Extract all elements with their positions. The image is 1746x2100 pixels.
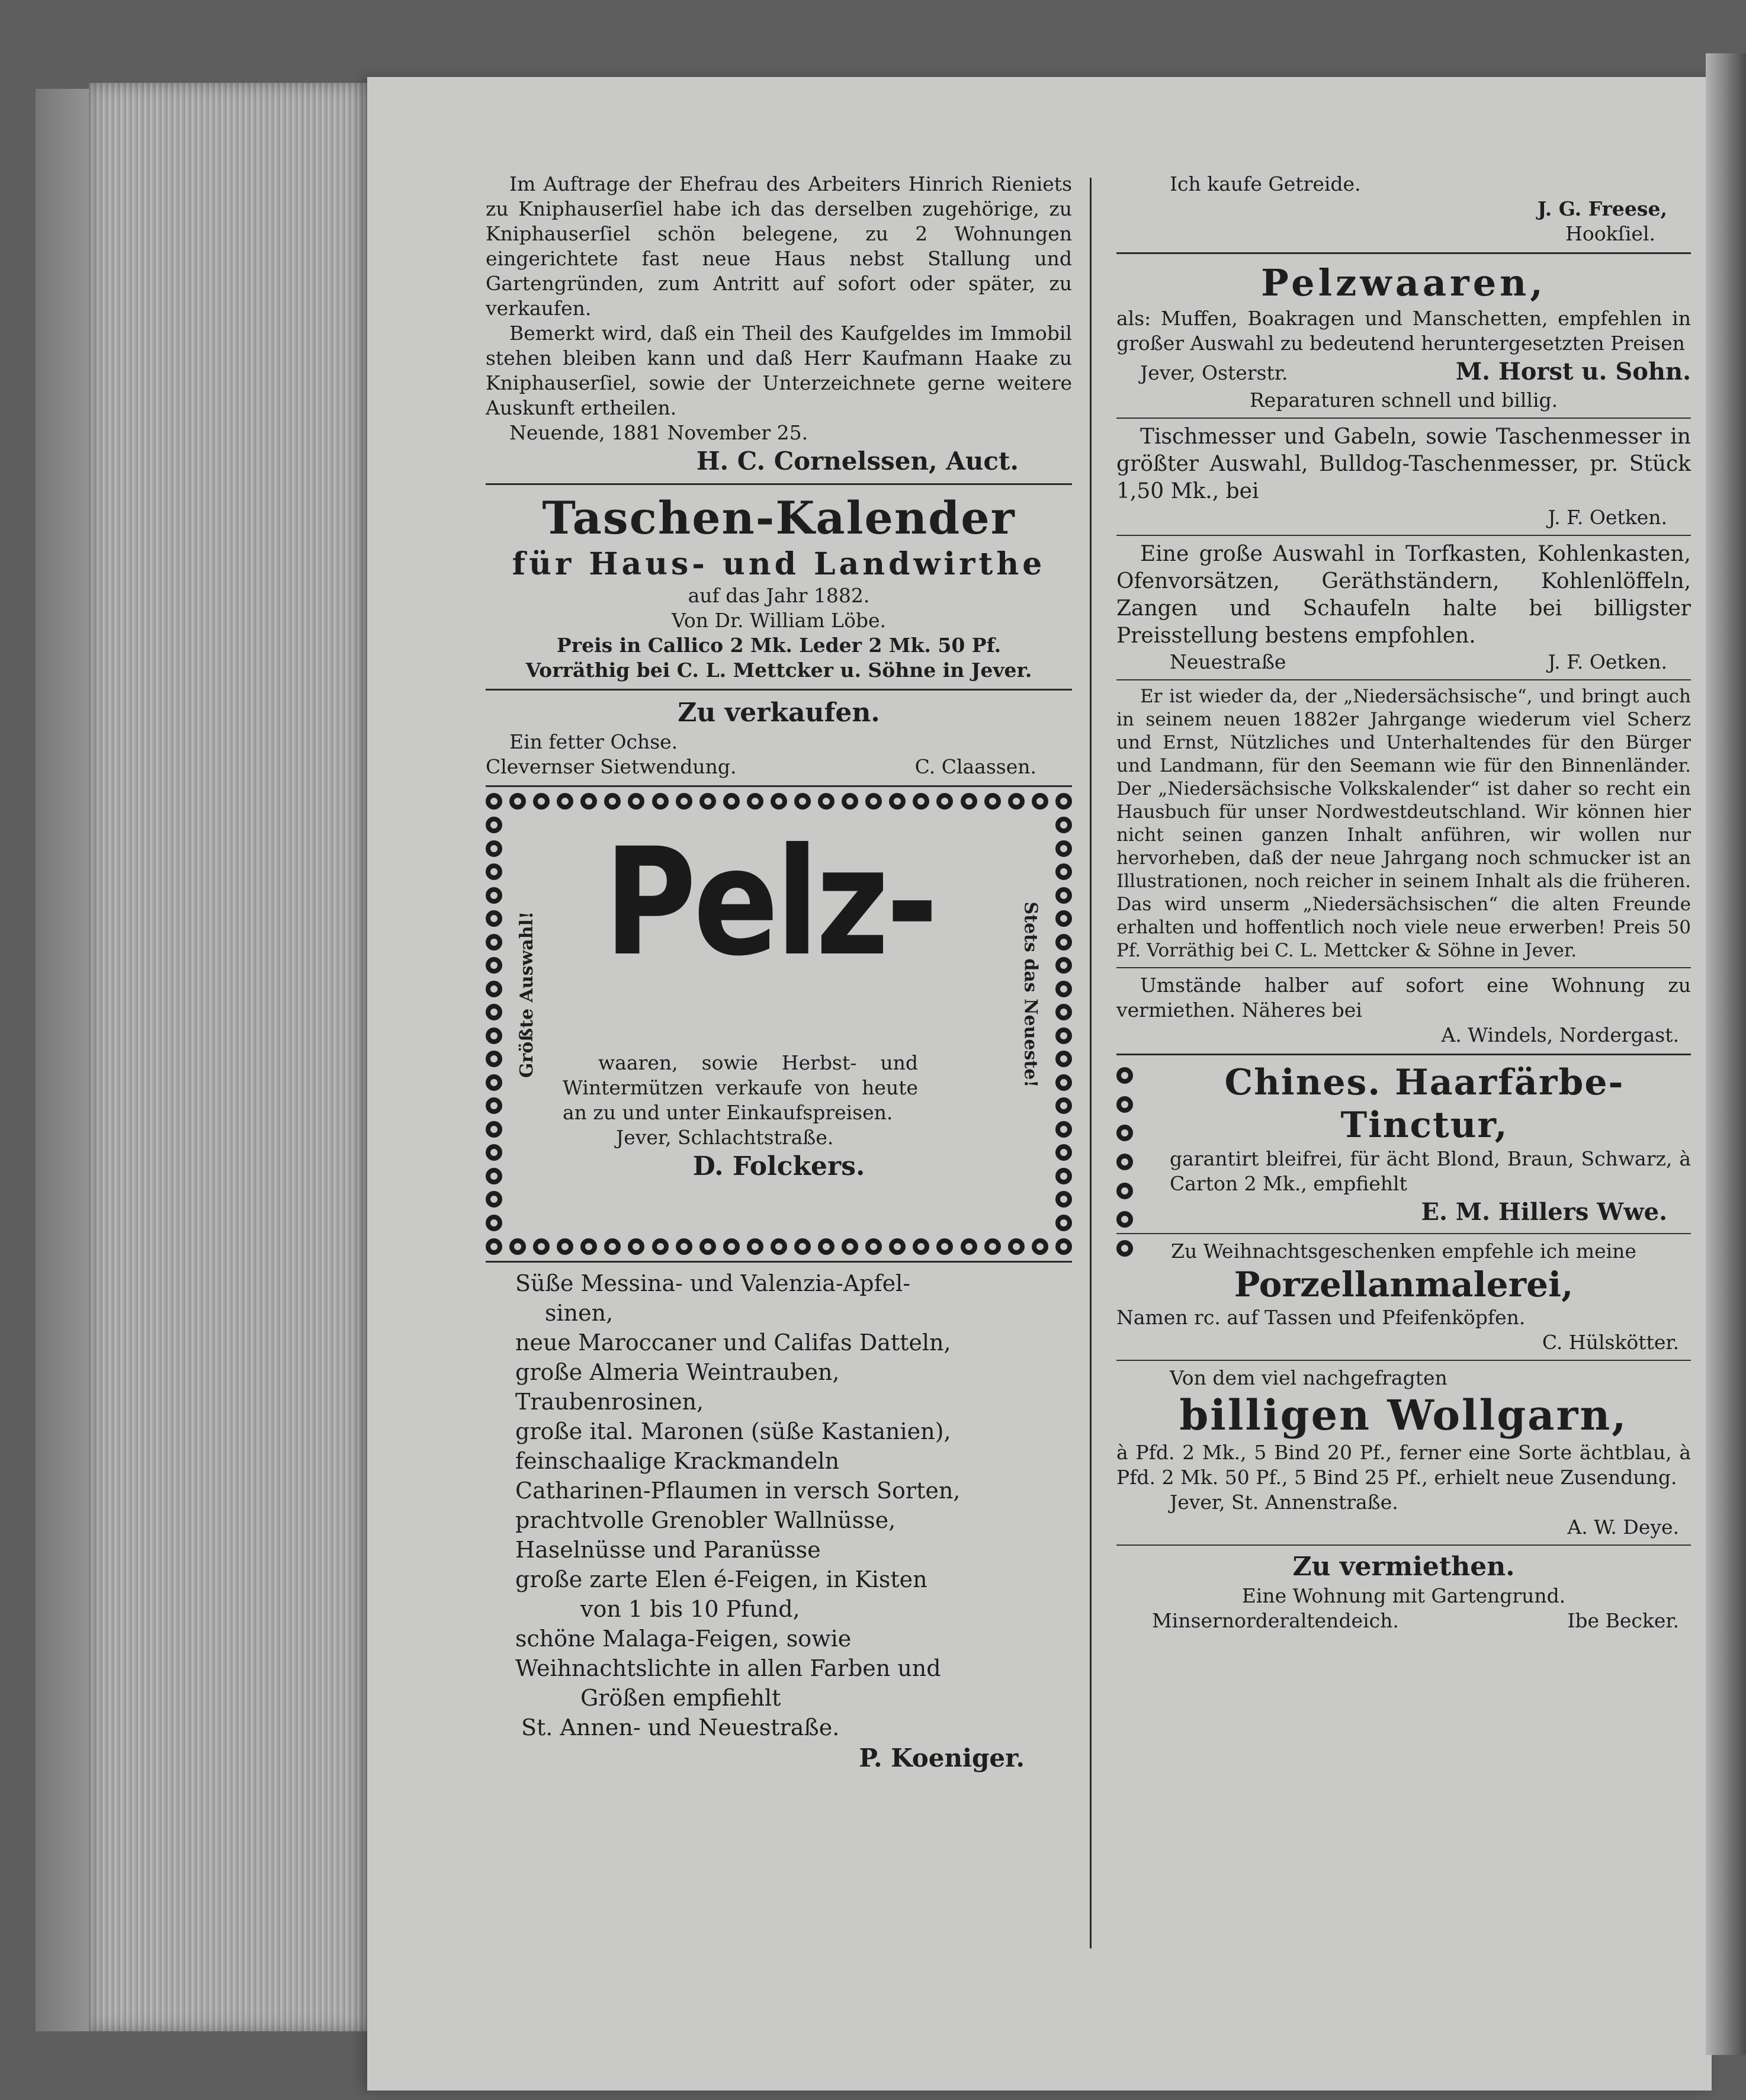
separator bbox=[1116, 967, 1691, 968]
haus-ad-paragraph-2: Bemerkt wird, daß ein Theil des Kaufgeldes im Immobil stehen bleiben kann und daß Herr Kaufmann Haake zu Kniphauserſiel, sowie der Unterzeichnete gerne weitere Auskunft ertheilen. bbox=[486, 322, 1072, 419]
ring-ornament bbox=[1055, 887, 1072, 904]
fruit-line: prachtvolle Grenobler Wallnüsse, bbox=[515, 1507, 896, 1533]
ring-ornament bbox=[889, 1238, 906, 1255]
ring-ornament bbox=[913, 1238, 929, 1255]
ring-ornament bbox=[1055, 817, 1072, 833]
ring-ornament bbox=[486, 1121, 502, 1138]
ring-ornament bbox=[1055, 863, 1072, 880]
torf-place: Neuestraße bbox=[1170, 650, 1286, 673]
ring-ornament bbox=[628, 793, 644, 810]
separator bbox=[1116, 679, 1691, 680]
ring-ornament bbox=[771, 793, 787, 810]
wolle-title: billigen Wollgarn, bbox=[1179, 1391, 1628, 1440]
torf-ad bbox=[1116, 541, 1691, 675]
porzellan-ad bbox=[1116, 1239, 1691, 1355]
porzellan-intro: Zu Weihnachtsgeschenken empfehle ich meine bbox=[1171, 1240, 1636, 1263]
ring-ornament bbox=[486, 957, 502, 974]
pelz-right-vertical-label: Stets das Neueste! bbox=[1020, 901, 1041, 1087]
ring-ornament bbox=[1116, 1154, 1133, 1170]
separator bbox=[1116, 535, 1691, 536]
ring-ornament bbox=[865, 793, 882, 810]
ring-ornament bbox=[1055, 793, 1072, 810]
wolle-intro: Von dem viel nachgefragten bbox=[1170, 1366, 1447, 1389]
haus-ad-signature: H. C. Cornelssen, Auct. bbox=[696, 447, 1019, 476]
ring-ornament bbox=[936, 793, 953, 810]
fruit-line: Größen empfiehlt bbox=[580, 1685, 781, 1711]
ring-ornament bbox=[771, 1238, 787, 1255]
wohnung-text: Umstände halber auf sofort eine Wohnung zu vermiethen. Näheres bei bbox=[1116, 974, 1691, 1022]
haus-ad-paragraph-1: Im Auftrage der Ehefrau des Arbeiters Hinrich Rieniets zu Kniphauserſiel habe ich das derselben zugehörige, zu Kniphauserſiel schön belegene, zu 2 Wohnungen eingerichtete fast neue Haus nebst Stallung und Gartengründen, zum Antritt auf sofort oder später, zu verkaufen. bbox=[486, 172, 1072, 320]
haarfaerbe-title-1: Chines. Haarfärbe- bbox=[1224, 1062, 1625, 1103]
ring-ornament bbox=[533, 1238, 550, 1255]
fruit-line: Weihnachtslichte in allen Farben und bbox=[515, 1655, 941, 1681]
haarfaerbe-title-2: Tinctur, bbox=[1340, 1104, 1509, 1146]
ochse-title: Zu verkaufen. bbox=[678, 698, 880, 728]
fruit-line: sinen, bbox=[545, 1300, 614, 1326]
separator bbox=[486, 1261, 1072, 1263]
pelzwaaren-signature: M. Horst u. Sohn. bbox=[1455, 358, 1691, 386]
ring-ornament bbox=[486, 1191, 502, 1208]
kalender-price: Preis in Callico 2 Mk. Leder 2 Mk. 50 Pf. bbox=[556, 634, 1002, 657]
torf-text: Eine große Auswahl in Torfkasten, Kohlenkasten, Ofenvorsätzen, Geräthständern, Kohlenlöffeln, Zangen und Schaufeln halte bei billigster Preisstellung bestens empfohlen. bbox=[1116, 542, 1691, 648]
ring-ornament bbox=[1116, 1183, 1133, 1199]
ring-ornament bbox=[1055, 981, 1072, 997]
vermiethen-footer bbox=[1116, 1608, 1691, 1633]
ring-ornament bbox=[1055, 1191, 1072, 1208]
ring-ornament bbox=[604, 793, 621, 810]
getreide-text: Ich kaufe Getreide. bbox=[1170, 172, 1361, 195]
ring-ornament bbox=[1032, 1238, 1048, 1255]
ring-ornament bbox=[699, 1238, 716, 1255]
niedersachse-ad bbox=[1116, 685, 1691, 962]
ring-ornament bbox=[486, 1215, 502, 1231]
ring-ornament bbox=[699, 793, 716, 810]
porzellan-signature: C. Hülskötter. bbox=[1542, 1331, 1679, 1354]
haus-ad bbox=[486, 172, 1072, 477]
ring-ornament bbox=[604, 1238, 621, 1255]
pelzwaaren-footer bbox=[1116, 356, 1691, 388]
ring-ornament bbox=[486, 1027, 502, 1044]
ring-ornament bbox=[842, 1238, 858, 1255]
ring-ornament bbox=[486, 887, 502, 904]
separator bbox=[1116, 1233, 1691, 1234]
separator bbox=[1116, 252, 1691, 254]
haarfaerbe-signature: E. M. Hillers Wwe. bbox=[1421, 1198, 1667, 1226]
ring-ornament bbox=[961, 1238, 977, 1255]
fruit-line: große Almeria Weintrauben, bbox=[515, 1359, 840, 1385]
column-divider bbox=[1090, 178, 1092, 1948]
kalender-year: auf das Jahr 1882. bbox=[688, 584, 870, 607]
pelz-ad bbox=[486, 793, 1072, 1255]
pelz-right-vertical-text bbox=[1013, 870, 1048, 1119]
kalender-title: Taschen-Kalender bbox=[542, 492, 1016, 544]
book-page-edges bbox=[89, 83, 367, 2031]
pelz-signature: D. Folckers. bbox=[692, 1151, 865, 1181]
separator bbox=[1116, 1545, 1691, 1546]
ring-ornament bbox=[1116, 1067, 1133, 1084]
ring-ornament bbox=[794, 1238, 811, 1255]
ring-ornament bbox=[913, 793, 929, 810]
wolle-signature: A. W. Deye. bbox=[1567, 1515, 1679, 1539]
ring-ornament bbox=[486, 910, 502, 927]
ring-ornament bbox=[1055, 1097, 1072, 1114]
ring-ornament bbox=[961, 793, 977, 810]
torf-footer bbox=[1116, 650, 1691, 675]
fruit-line: schöne Malaga-Feigen, sowie bbox=[515, 1626, 852, 1652]
pelz-body-text: waaren, sowie Herbst- und Wintermützen verkaufe von heute an zu und unter Einkaufspreisen. bbox=[563, 1051, 918, 1124]
fruit-line: Traubenrosinen, bbox=[515, 1389, 704, 1415]
ring-ornament bbox=[818, 1238, 835, 1255]
ring-ornament bbox=[557, 793, 573, 810]
ring-ornament bbox=[1116, 1125, 1133, 1141]
ring-ornament bbox=[984, 793, 1001, 810]
fruit-line: feinschaalige Krackmandeln bbox=[515, 1448, 840, 1474]
ring-ornament bbox=[1008, 1238, 1025, 1255]
ring-ornament bbox=[1032, 793, 1048, 810]
haarfaerbe-ad bbox=[1116, 1061, 1691, 1228]
ring-ornament bbox=[509, 793, 526, 810]
ring-ornament bbox=[486, 840, 502, 857]
fruit-line: große zarte Elen é-Feigen, in Kisten bbox=[515, 1566, 927, 1592]
ring-ornament bbox=[1116, 1096, 1133, 1113]
ring-ornament bbox=[580, 1238, 597, 1255]
porzellan-text: Namen rc. auf Tassen und Pfeifenköpfen. bbox=[1116, 1306, 1526, 1329]
wolle-ad bbox=[1116, 1366, 1691, 1540]
separator bbox=[1116, 1360, 1691, 1361]
vermiethen-place: Minsernorderaltendeich. bbox=[1152, 1609, 1399, 1632]
ring-ornament bbox=[818, 793, 835, 810]
ring-ornament bbox=[1055, 1004, 1072, 1020]
ring-ornament bbox=[486, 1097, 502, 1114]
pelzwaaren-title: Pelzwaaren, bbox=[1261, 261, 1546, 304]
messer-signature: J. F. Oetken. bbox=[1548, 506, 1667, 529]
pelz-place: Jever, Schlachtstraße. bbox=[616, 1126, 834, 1149]
ochse-place: Clevernser Sietwendung. bbox=[486, 755, 737, 778]
separator bbox=[486, 785, 1072, 787]
facing-page-edge bbox=[1706, 53, 1746, 2055]
ochse-signature: C. Claassen. bbox=[914, 755, 1036, 778]
ring-ornament bbox=[486, 934, 502, 951]
fruit-place: St. Annen- und Neuestraße. bbox=[521, 1714, 840, 1741]
ochse-text: Ein fetter Ochse. bbox=[509, 730, 678, 753]
ring-ornament bbox=[1055, 957, 1072, 974]
ring-ornament bbox=[1055, 1121, 1072, 1138]
messer-text: Tischmesser und Gabeln, sowie Taschenmesser in größter Auswahl, Bulldog-Taschenmesser, pr. Stück 1,50 Mk., bei bbox=[1116, 425, 1691, 503]
ring-ornament bbox=[486, 817, 502, 833]
ring-ornament bbox=[486, 1004, 502, 1020]
ring-ornament bbox=[1055, 1051, 1072, 1067]
ring-ornament bbox=[486, 1051, 502, 1067]
ring-ornament bbox=[1055, 934, 1072, 951]
fruit-ad bbox=[486, 1269, 1072, 1774]
pelzwaaren-note: Reparaturen schnell und billig. bbox=[1249, 388, 1558, 412]
haus-ad-date: Neuende, 1881 November 25. bbox=[509, 421, 808, 444]
ring-ornament bbox=[676, 1238, 692, 1255]
ring-ornament bbox=[652, 793, 669, 810]
ring-ornament bbox=[889, 793, 906, 810]
wolle-text: à Pfd. 2 Mk., 5 Bind 20 Pf., ferner eine Sorte ächtblau, à Pfd. 2 Mk. 50 Pf., 5 Bind 25 Pf., erhielt neue Zusendung. bbox=[1116, 1441, 1691, 1489]
porzellan-title: Porzellanmalerei, bbox=[1234, 1264, 1574, 1305]
separator bbox=[1116, 1054, 1691, 1055]
kalender-ad bbox=[486, 491, 1072, 683]
ring-ornament bbox=[1008, 793, 1025, 810]
ring-ornament bbox=[628, 1238, 644, 1255]
pelz-ring-border-top bbox=[486, 793, 1072, 810]
ring-ornament bbox=[1055, 1215, 1072, 1231]
ring-ornament bbox=[794, 793, 811, 810]
vermiethen-title: Zu vermiethen. bbox=[1292, 1552, 1515, 1582]
pelzwaaren-text: als: Muffen, Boakragen und Manschetten, empfehlen in großer Auswahl zu bedeutend heruntergesetzten Preisen bbox=[1116, 307, 1691, 355]
ring-ornament bbox=[486, 981, 502, 997]
ring-ornament bbox=[1055, 1027, 1072, 1044]
right-column bbox=[1116, 172, 1691, 1633]
ring-ornament bbox=[747, 1238, 763, 1255]
ring-ornament bbox=[652, 1238, 669, 1255]
torf-signature: J. F. Oetken. bbox=[1548, 650, 1667, 673]
fruit-line: Süße Messina- und Valenzia-Apfel- bbox=[515, 1270, 911, 1296]
pelz-body bbox=[563, 1051, 918, 1150]
ring-ornament bbox=[1055, 1074, 1072, 1091]
ochse-ad bbox=[486, 696, 1072, 779]
ring-ornament bbox=[865, 1238, 882, 1255]
pelz-headline: Pelz- bbox=[604, 816, 936, 988]
wolle-place: Jever, St. Annenstraße. bbox=[1170, 1491, 1398, 1514]
wohnung-ad bbox=[1116, 973, 1691, 1048]
kalender-subtitle: für Haus- und Landwirthe bbox=[512, 546, 1046, 582]
ring-ornament bbox=[1055, 840, 1072, 857]
niedersachse-text: Er ist wieder da, der „Niedersächsische“, und bringt auch in seinem neuen 1882er Jahrgange wiederum viel Scherz und Ernst, Nützliches und Unterhaltendes für den Bürger und Landmann, für den Seemann wie für den Binnenländer. Der „Niedersächsische Volkskalender“ ist daher so recht ein Hausbuch für unser Nordwestdeutschland. Wir können hier nicht seinen ganzen Inhalt anführen, wir wollen nur hervorheben, daß der neue Jahrgang noch schmucker ist an Illustrationen, noch reicher in seinem Inhalt als die früheren. Das wird unserm „Niedersächsischen“ die alten Freunde erhalten und hoffentlich noch viele neue erwerben! Preis 50 Pf. Vorräthig bei C. L. Mettcker & Söhne in Jever. bbox=[1116, 686, 1691, 961]
left-column bbox=[486, 172, 1072, 1774]
separator bbox=[486, 689, 1072, 691]
ring-ornament bbox=[580, 793, 597, 810]
pelzwaaren-ad bbox=[1116, 260, 1691, 413]
ring-ornament bbox=[1116, 1240, 1133, 1257]
fruit-line: neue Maroccaner und Califas Datteln, bbox=[515, 1330, 951, 1356]
ring-ornament bbox=[1055, 910, 1072, 927]
ring-ornament bbox=[984, 1238, 1001, 1255]
ring-ornament bbox=[842, 793, 858, 810]
ring-ornament bbox=[676, 793, 692, 810]
ring-ornament bbox=[723, 793, 740, 810]
fruit-line: große ital. Maronen (süße Kastanien), bbox=[515, 1418, 951, 1444]
ring-ornament bbox=[747, 793, 763, 810]
pelz-left-vertical-text bbox=[509, 870, 545, 1119]
vermiethen-text: Eine Wohnung mit Gartengrund. bbox=[1241, 1584, 1566, 1607]
ring-ornament bbox=[486, 1074, 502, 1091]
ring-ornament bbox=[936, 1238, 953, 1255]
getreide-place: Hookſiel. bbox=[1565, 222, 1655, 245]
vermiethen-ad bbox=[1116, 1550, 1691, 1633]
fruit-line: Haselnüsse und Paranüsse bbox=[515, 1537, 821, 1563]
vermiethen-signature: Ibe Becker. bbox=[1567, 1609, 1679, 1632]
ring-ornament bbox=[486, 863, 502, 880]
getreide-name: J. G. Freese, bbox=[1537, 197, 1667, 220]
kalender-stock: Vorräthig bei C. L. Mettcker u. Söhne in Jever. bbox=[525, 659, 1032, 682]
kalender-author: Von Dr. William Löbe. bbox=[672, 609, 886, 632]
fruit-signature: P. Koeniger. bbox=[859, 1743, 1025, 1773]
ring-ornament bbox=[1055, 1238, 1072, 1255]
pelz-ring-border-bottom bbox=[486, 1238, 1072, 1255]
getreide-ad bbox=[1116, 172, 1691, 246]
pelzwaaren-place: Jever, Osterstr. bbox=[1140, 361, 1288, 384]
fruit-line: von 1 bis 10 Pfund, bbox=[580, 1596, 800, 1622]
ochse-footer bbox=[486, 754, 1072, 779]
separator bbox=[486, 483, 1072, 485]
messer-ad bbox=[1116, 423, 1691, 530]
haarfaerbe-text: garantirt bleifrei, für ächt Blond, Braun, Schwarz, à Carton 2 Mk., empfiehlt bbox=[1170, 1147, 1691, 1195]
ring-ornament bbox=[723, 1238, 740, 1255]
ring-ornament bbox=[486, 1238, 502, 1255]
separator bbox=[1116, 418, 1691, 419]
pelz-left-vertical-label: Größte Auswahl! bbox=[516, 911, 538, 1078]
fruit-line: Catharinen-Pflaumen in versch Sorten, bbox=[515, 1478, 961, 1504]
ring-ornament bbox=[486, 793, 502, 810]
ring-ornament bbox=[557, 1238, 573, 1255]
wohnung-signature: A. Windels, Nordergast. bbox=[1441, 1023, 1679, 1046]
haarfaerbe-ring-border bbox=[1116, 1067, 1133, 1257]
ring-ornament bbox=[509, 1238, 526, 1255]
ring-ornament bbox=[533, 793, 550, 810]
ring-ornament bbox=[1116, 1211, 1133, 1228]
